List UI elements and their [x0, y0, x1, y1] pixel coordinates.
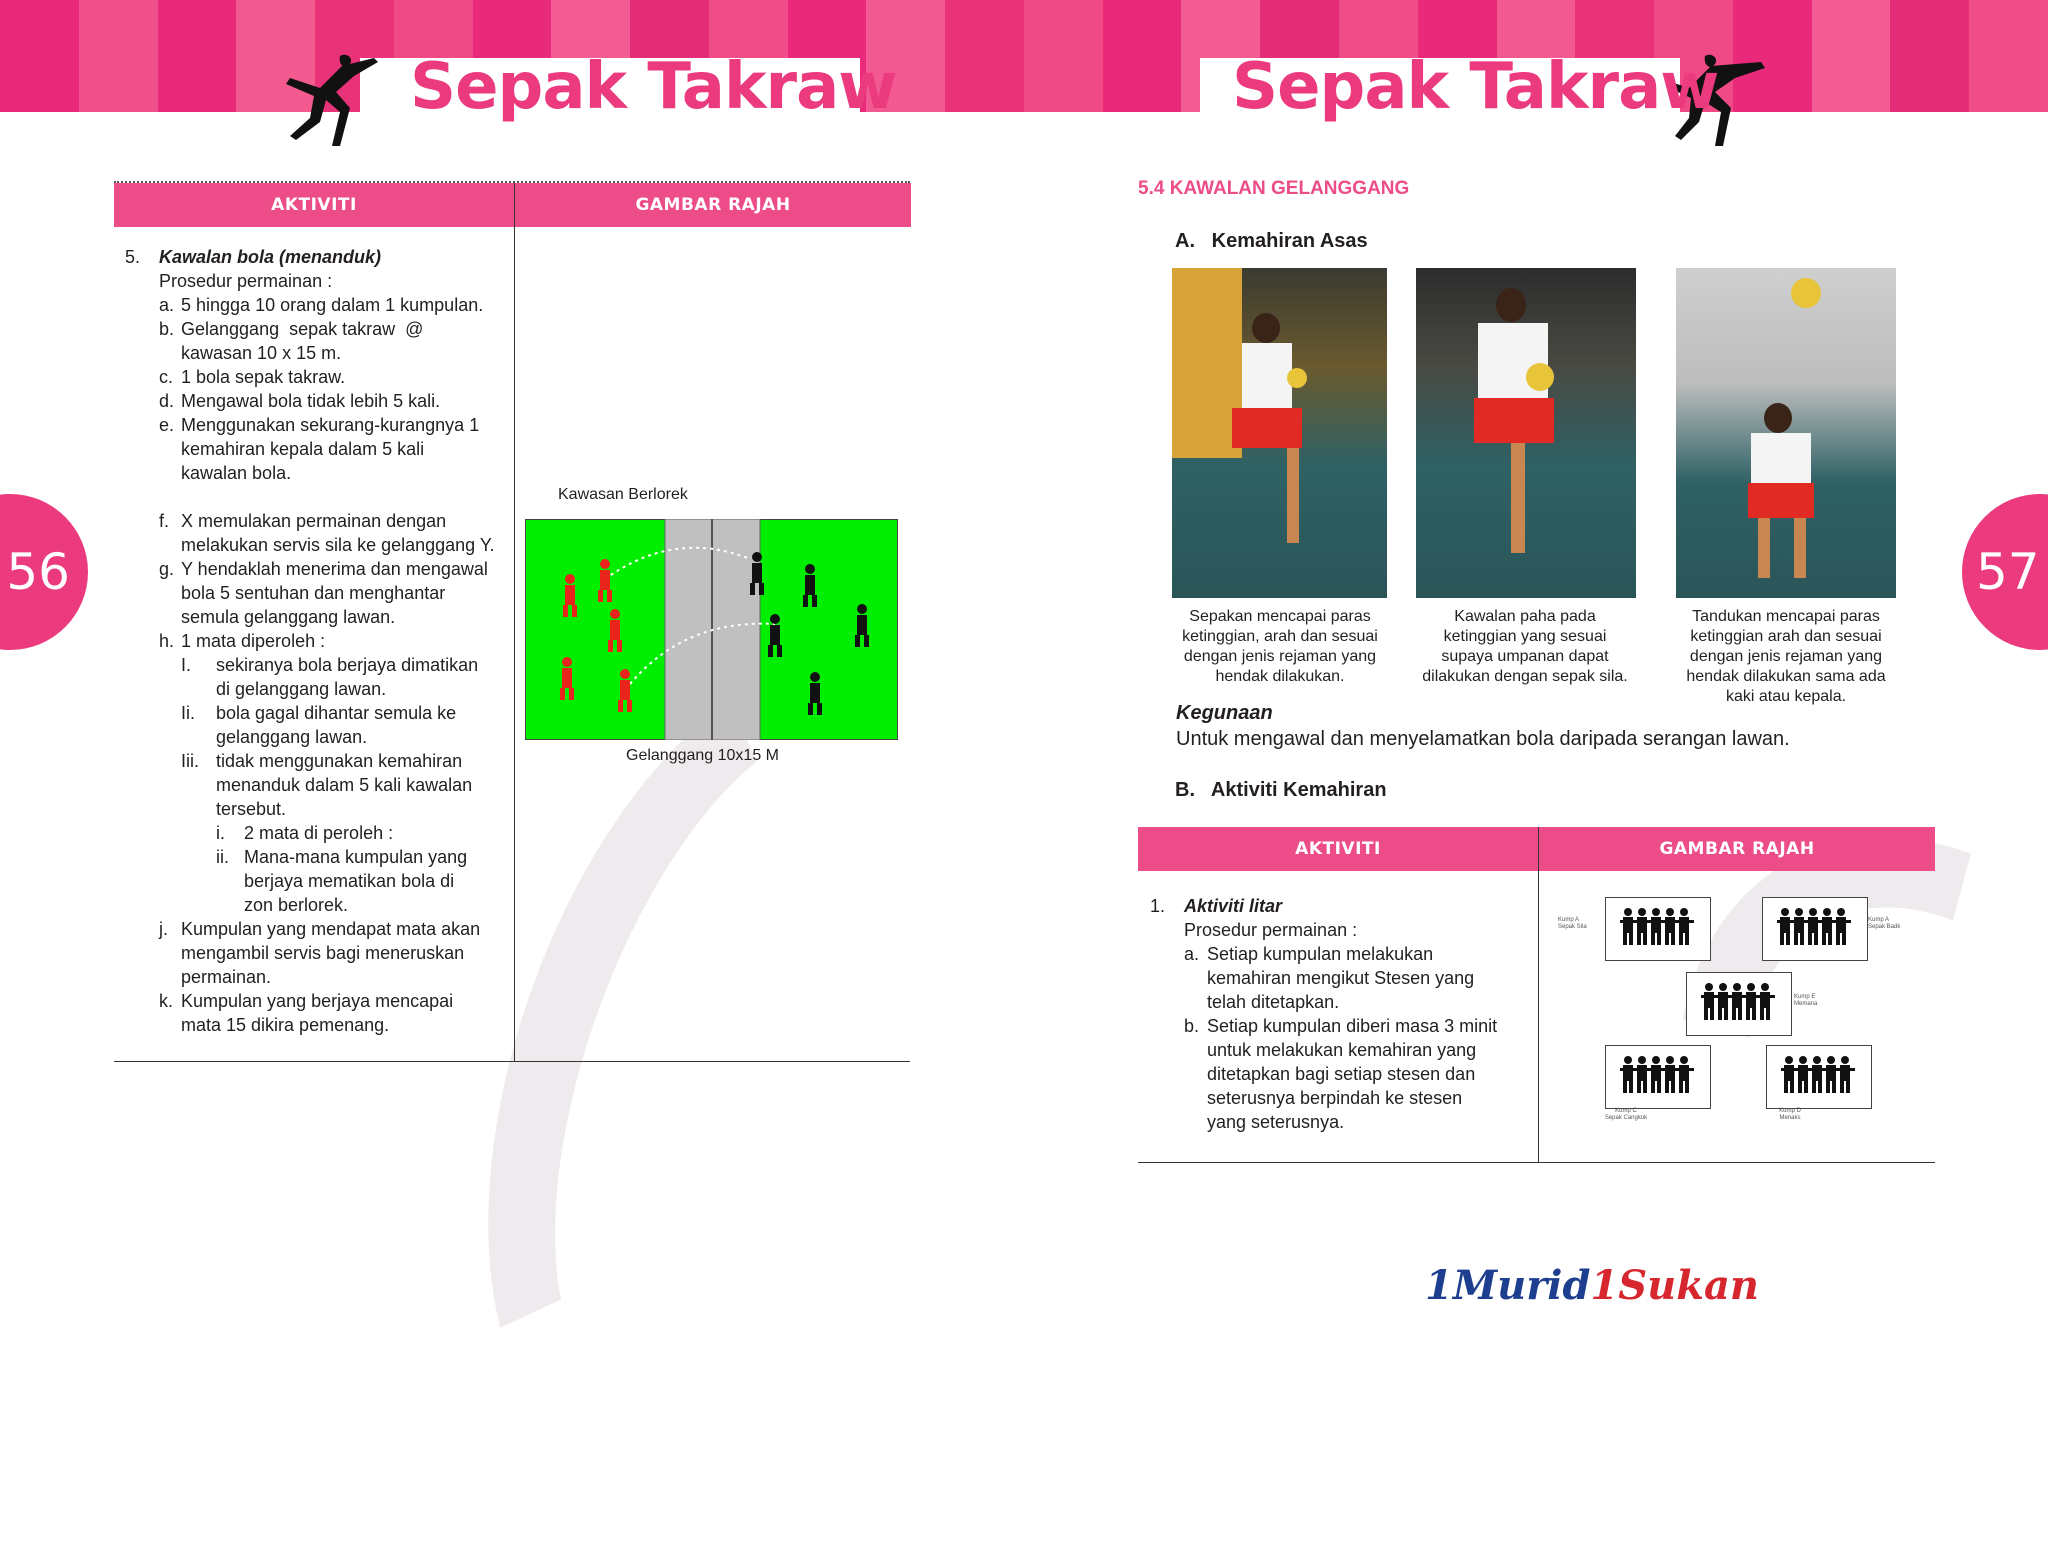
- header-stripe: [158, 0, 237, 112]
- header-stripe: [1103, 0, 1182, 112]
- list-item-text: 1 bola sepak takraw.: [181, 367, 346, 387]
- list-marker: I.: [181, 655, 192, 675]
- list-item-text: Kumpulan yang mendapat mata akan: [181, 919, 481, 939]
- list-item-text: zon berlorek.: [244, 895, 349, 915]
- caption-line: hendak dilakukan sama ada: [1686, 668, 1886, 685]
- list-item-text: mengambil servis bagi meneruskan: [181, 943, 465, 963]
- column-header-diagram: GAMBAR RAJAH: [515, 183, 911, 227]
- list-item-text: permainan.: [181, 967, 272, 987]
- list-marker: a.: [159, 295, 175, 315]
- list-item-text: sekiranya bola berjaya dimatikan: [216, 655, 479, 675]
- page-title-right: Sepak Takraw: [1232, 50, 1719, 124]
- list-item-text: 2 mata di peroleh :: [244, 823, 394, 843]
- players-group-icon: [1606, 1046, 1710, 1108]
- station-box: [1686, 972, 1792, 1036]
- list-marker: b.: [159, 319, 175, 339]
- header-stripe: [1024, 0, 1103, 112]
- list-marker: h.: [159, 631, 175, 651]
- station-label: Kump A Sepak Badk: [1868, 917, 1901, 930]
- photo-kawalan-paha: [1416, 268, 1636, 598]
- station-label: Kump D Menaks: [1779, 1108, 1801, 1121]
- station-box: [1605, 897, 1711, 961]
- list-item-text: X memulakan permainan dengan: [181, 511, 447, 531]
- list-item-text: seterusnya berpindah ke stesen: [1207, 1088, 1463, 1108]
- list-marker: i.: [216, 823, 225, 843]
- list-item-text: untuk melakukan kemahiran yang: [1207, 1040, 1477, 1060]
- caption-line: dengan jenis rejaman yang: [1689, 648, 1883, 665]
- column-header-activity: AKTIVITI: [1138, 827, 1538, 871]
- caption-line: supaya umpanan dapat: [1441, 648, 1609, 665]
- list-item-text: di gelanggang lawan.: [216, 679, 387, 699]
- list-marker: a.: [1184, 944, 1200, 964]
- caption-line: ketinggian, arah dan sesuai: [1182, 628, 1378, 645]
- diagram-label-shaded-area: Kawasan Berlorek: [558, 486, 688, 503]
- list-item-text: bola gagal dihantar semula ke: [216, 703, 457, 723]
- list-marker: b.: [1184, 1016, 1200, 1036]
- list-item-text: 1 mata diperoleh :: [181, 631, 326, 651]
- players-group-icon: [1767, 1046, 1871, 1108]
- diagram-label-court: Gelanggang 10x15 M: [626, 747, 779, 764]
- caption-line: Tandukan mencapai paras: [1692, 608, 1880, 625]
- station-label: Kump C Sepak Cangkuk: [1604, 1108, 1648, 1121]
- caption-line: kaki atau kepala.: [1725, 688, 1847, 705]
- header-stripe: [1969, 0, 2048, 112]
- procedure-label: Prosedur permainan :: [159, 271, 333, 291]
- list-item-text: tidak menggunakan kemahiran: [216, 751, 463, 771]
- list-item-text: kawalan bola.: [181, 463, 292, 483]
- caption-tandukan: [1665, 607, 1907, 707]
- list-marker: g.: [159, 559, 175, 579]
- header-stripe: [1812, 0, 1891, 112]
- list-item-text: melakukan servis sila ke gelanggang Y.: [181, 535, 495, 555]
- list-item-text: kemahiran kepala dalam 5 kali: [181, 439, 425, 459]
- list-item-text: Mana-mana kumpulan yang: [244, 847, 468, 867]
- activity-title: Aktiviti litar: [1184, 896, 1283, 916]
- list-item-text: berjaya mematikan bola di: [244, 871, 455, 891]
- list-marker: Ii.: [181, 703, 196, 723]
- list-marker: c.: [159, 367, 174, 387]
- caption-line: Kawalan paha pada: [1454, 608, 1596, 625]
- section-title: 5.4 KAWALAN GELANGGANG: [1138, 178, 1410, 199]
- caption-line: Sepakan mencapai paras: [1189, 608, 1371, 625]
- list-item-text: Mengawal bola tidak lebih 5 kali.: [181, 391, 441, 411]
- list-marker: j.: [159, 919, 168, 939]
- list-marker: k.: [159, 991, 174, 1011]
- list-item-text: menanduk dalam 5 kali kawalan: [216, 775, 473, 795]
- list-item-text: kemahiran mengikut Stesen yang: [1207, 968, 1475, 988]
- caption-kawalan-paha: [1405, 607, 1645, 687]
- page-number-left: 56: [0, 494, 88, 650]
- players-group-icon: [1763, 898, 1867, 960]
- list-marker: f.: [159, 511, 170, 531]
- court-diagram: [525, 519, 898, 740]
- list-marker: e.: [159, 415, 175, 435]
- page-title-left: Sepak Takraw: [410, 50, 897, 124]
- station-label: Kump E Memana: [1794, 994, 1818, 1007]
- subsection-a-title: A. Kemahiran Asas: [1175, 230, 1368, 252]
- header-stripe: [0, 0, 79, 112]
- activity-item-number: 1.: [1150, 896, 1166, 916]
- list-item-text: gelanggang lawan.: [216, 727, 368, 747]
- subsection-b-title: B. Aktiviti Kemahiran: [1175, 779, 1387, 801]
- players-group-icon: [1606, 898, 1710, 960]
- list-item-text: 5 hingga 10 orang dalam 1 kumpulan.: [181, 295, 484, 315]
- list-item-text: kawasan 10 x 15 m.: [181, 343, 342, 363]
- list-item-text: mata 15 dikira pemenang.: [181, 1015, 390, 1035]
- activity-title: Kawalan bola (menanduk): [159, 247, 382, 267]
- players-group-icon: [1687, 973, 1791, 1035]
- caption-sepakan: [1160, 607, 1400, 687]
- footer-logo: 1Murid1Sukan: [1425, 1262, 1759, 1309]
- list-marker: Iii.: [181, 751, 199, 771]
- kegunaan-text: Untuk mengawal dan menyelamatkan bola daripada serangan lawan.: [1176, 728, 1790, 750]
- station-box: [1762, 897, 1868, 961]
- caption-line: hendak dilakukan.: [1215, 668, 1345, 685]
- station-label: Kump A Sepak Sila: [1558, 917, 1587, 930]
- caption-line: ketinggian arah dan sesuai: [1690, 628, 1882, 645]
- page-number-right: 57: [1962, 494, 2048, 650]
- caption-line: dengan jenis rejaman yang: [1183, 648, 1377, 665]
- list-marker: d.: [159, 391, 175, 411]
- list-item-text: Kumpulan yang berjaya mencapai: [181, 991, 454, 1011]
- column-header-activity: AKTIVITI: [114, 183, 514, 227]
- list-item-text: tersebut.: [216, 799, 287, 819]
- caption-line: ketinggian yang sesuai: [1443, 628, 1607, 645]
- list-item-text: telah ditetapkan.: [1207, 992, 1340, 1012]
- procedure-label: Prosedur permainan :: [1184, 920, 1358, 940]
- station-box: [1605, 1045, 1711, 1109]
- list-item-text: yang seterusnya.: [1207, 1112, 1345, 1132]
- list-item-text: bola 5 sentuhan dan menghantar: [181, 583, 446, 603]
- kegunaan-title: Kegunaan: [1176, 702, 1273, 724]
- header-stripe: [79, 0, 158, 112]
- column-header-diagram: GAMBAR RAJAH: [1539, 827, 1935, 871]
- list-marker: ii.: [216, 847, 229, 867]
- list-item-text: Y hendaklah menerima dan mengawal: [181, 559, 488, 579]
- header-stripe: [1890, 0, 1969, 112]
- station-box: [1766, 1045, 1872, 1109]
- list-item-text: Setiap kumpulan diberi masa 3 minit: [1207, 1016, 1498, 1036]
- list-item-text: semula gelanggang lawan.: [181, 607, 396, 627]
- activity-item-number: 5.: [125, 247, 141, 267]
- photo-tandukan: [1676, 268, 1896, 598]
- sepak-takraw-player-icon: [270, 48, 385, 148]
- list-item-text: Menggunakan sekurang-kurangnya 1: [181, 415, 480, 435]
- caption-line: dilakukan dengan sepak sila.: [1422, 668, 1628, 685]
- photo-sepakan: [1172, 268, 1387, 598]
- list-item-text: Gelanggang sepak takraw @: [181, 319, 424, 339]
- list-item-text: Setiap kumpulan melakukan: [1207, 944, 1434, 964]
- header-stripe: [945, 0, 1024, 112]
- list-item-text: ditetapkan bagi setiap stesen dan: [1207, 1064, 1476, 1084]
